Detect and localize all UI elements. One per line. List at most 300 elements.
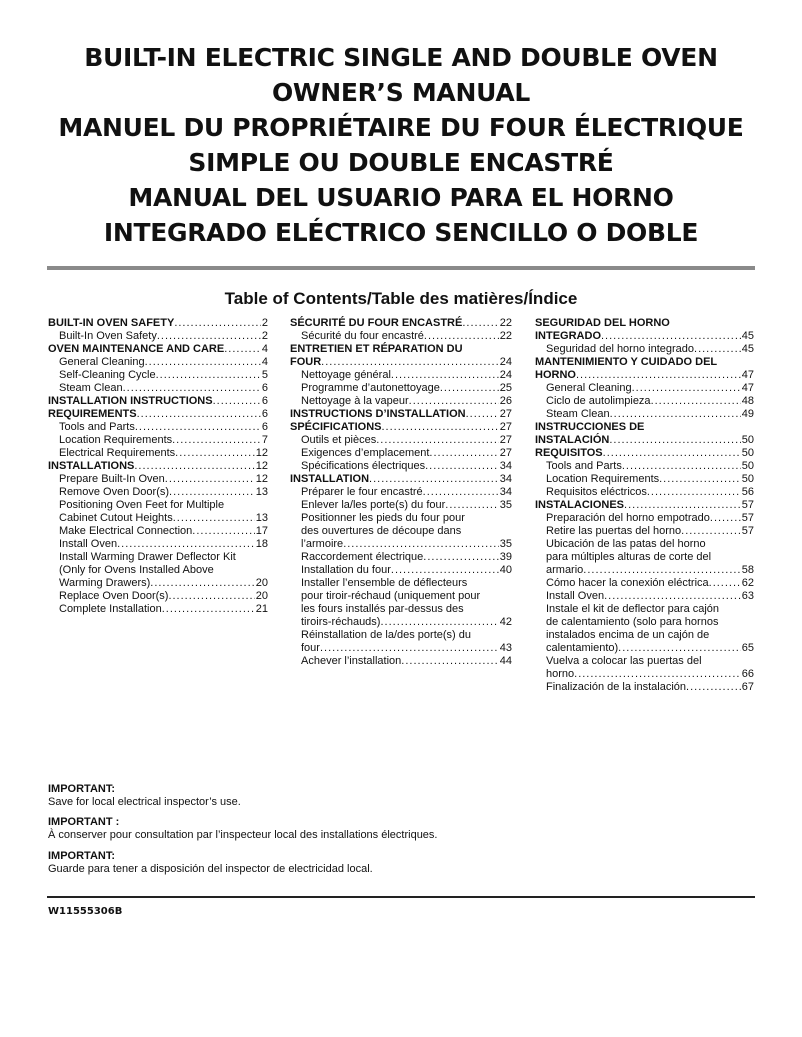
dot-leader [583, 564, 740, 577]
dot-leader [709, 577, 741, 590]
toc-entry-page: 66 [741, 668, 754, 680]
toc-entry [48, 538, 268, 551]
toc-entry [535, 681, 754, 694]
toc-entry-page: 6 [261, 382, 268, 394]
toc-entry [290, 460, 512, 473]
dot-leader [647, 486, 741, 499]
important-note-french [48, 816, 438, 842]
toc-entry-page: 43 [499, 642, 512, 654]
toc-entry [535, 330, 754, 343]
toc-entry-page: 22 [499, 330, 512, 342]
important-text: À conserver pour consultation par l’inspecteur local des installations électriques. [48, 829, 438, 841]
toc-entry-title: Location Requirements [546, 473, 660, 485]
toc-entry-title: BUILT-IN OVEN SAFETY [48, 317, 175, 329]
toc-entry [535, 564, 754, 577]
important-heading: IMPORTANT: [48, 850, 116, 862]
dot-leader [466, 408, 499, 421]
toc-entry-title: les fours installés par-dessus des [301, 603, 464, 615]
toc-entry-title: Cómo hacer la conexión eléctrica [546, 577, 709, 589]
toc-entry-page: 50 [741, 473, 754, 485]
dot-leader [423, 486, 499, 499]
toc-entry-page: 21 [255, 603, 268, 615]
toc-entry-title: (Only for Ovens Installed Above [59, 564, 214, 576]
toc-entry [48, 551, 268, 564]
toc-entry [535, 473, 754, 486]
toc-entry-title: Prepare Built-In Oven [59, 473, 165, 485]
toc-entry-title: pour tiroir-réchaud (uniquement pour [301, 590, 481, 602]
toc-entry [535, 655, 754, 668]
toc-entry-page: 22 [499, 317, 512, 329]
toc-entry-title: Steam Clean [59, 382, 123, 394]
toc-entry [535, 642, 754, 655]
toc-entry-page: 27 [499, 447, 512, 459]
toc-entry-page: 57 [741, 525, 754, 537]
dot-leader [603, 447, 741, 460]
toc-entry-page: 27 [499, 434, 512, 446]
toc-entry-title: Préparer le four encastré [301, 486, 423, 498]
toc-entry-page: 6 [261, 421, 268, 433]
dot-leader [320, 642, 499, 655]
toc-heading: Table of Contents/Table des matières/Índice [224, 289, 578, 308]
document-number: W11555306B [48, 906, 123, 917]
toc-entry-title: Complete Installation [59, 603, 162, 615]
dot-leader [659, 473, 741, 486]
toc-entry-page: 12 [255, 447, 268, 459]
dot-leader [574, 668, 741, 681]
toc-entry-title: INSTRUCTIONS D’INSTALLATION [290, 408, 466, 420]
toc-entry-title: Install Oven [546, 590, 605, 602]
dot-leader [610, 408, 741, 421]
toc-entry [535, 356, 754, 369]
toc-entry [535, 590, 754, 603]
dot-leader [137, 408, 261, 421]
toc-entry [535, 538, 754, 551]
toc-entry-title: Tools and Parts [546, 460, 622, 472]
toc-entry-page: 49 [741, 408, 754, 420]
toc-entry [48, 564, 268, 577]
toc-column-english [48, 317, 268, 616]
toc-entry [535, 382, 754, 395]
toc-entry [48, 525, 268, 538]
toc-entry [290, 473, 512, 486]
toc-entry-title: Location Requirements [59, 434, 173, 446]
toc-entry [48, 603, 268, 616]
toc-entry [535, 486, 754, 499]
dot-leader [224, 343, 261, 356]
toc-entry-page: 47 [741, 382, 754, 394]
toc-entry [535, 421, 754, 434]
toc-entry-page: 67 [741, 681, 754, 693]
toc-entry [290, 603, 512, 616]
toc-entry-title: Raccordement électrique [301, 551, 424, 563]
toc-entry-page: 40 [499, 564, 512, 576]
toc-entry-title: Install Warming Drawer Deflector Kit [59, 551, 236, 563]
toc-entry-title: Requisitos eléctricos [546, 486, 647, 498]
toc-entry-page: 35 [499, 538, 512, 550]
toc-entry-title: General Cleaning [546, 382, 632, 394]
toc-entry-title: Replace Oven Door(s) [59, 590, 169, 602]
dot-leader [145, 356, 261, 369]
toc-entry [290, 434, 512, 447]
toc-entry [535, 668, 754, 681]
title-line: MANUEL DU PROPRIÉTAIRE DU FOUR ÉLECTRIQUE [58, 113, 744, 142]
toc-entry-title: l’armoire [301, 538, 344, 550]
dot-leader [440, 382, 499, 395]
dot-leader [321, 356, 499, 369]
toc-entry-title: Seguridad del horno integrado [546, 343, 695, 355]
dot-leader [172, 434, 261, 447]
toc-entry [290, 525, 512, 538]
toc-entry [290, 564, 512, 577]
toc-entry-page: 12 [255, 473, 268, 485]
toc-entry-title: Remove Oven Door(s) [59, 486, 170, 498]
toc-entry-title: Vuelva a colocar las puertas del [546, 655, 702, 667]
toc-entry-title: Tools and Parts [59, 421, 135, 433]
toc-entry [535, 577, 754, 590]
toc-entry [290, 395, 512, 408]
toc-entry-page: 4 [261, 343, 268, 355]
toc-column-spanish [535, 317, 754, 694]
toc-entry-page: 27 [499, 421, 512, 433]
dot-leader [380, 616, 498, 629]
toc-entry-title: des ouvertures de découpe dans [301, 525, 462, 537]
dot-leader [424, 330, 499, 343]
dot-leader [165, 473, 255, 486]
toc-entry [290, 317, 512, 330]
toc-entry [290, 551, 512, 564]
toc-entry [48, 577, 268, 590]
toc-entry-page: 44 [499, 655, 512, 667]
toc-entry-page: 57 [741, 499, 754, 511]
important-text: Save for local electrical inspector’s use. [48, 796, 241, 808]
dot-leader [391, 369, 499, 382]
toc-entry-page: 20 [255, 577, 268, 589]
toc-entry-title: Achever l’installation [301, 655, 402, 667]
toc-entry [290, 590, 512, 603]
toc-entry [535, 525, 754, 538]
toc-entry-title: para múltiples alturas de corte del [546, 551, 712, 563]
toc-entry [290, 655, 512, 668]
toc-entry-title: Warming Drawers) [59, 577, 151, 589]
dot-leader [694, 343, 741, 356]
toc-entry-page: 13 [255, 486, 268, 498]
toc-entry [48, 486, 268, 499]
important-text: Guarde para tener a disposición del inspector de electricidad local. [48, 863, 373, 875]
toc-entry-title: Spécifications électriques [301, 460, 426, 472]
toc-entry-page: 25 [499, 382, 512, 394]
toc-entry-title: Electrical Requirements [59, 447, 176, 459]
toc-entry-page: 48 [741, 395, 754, 407]
toc-entry [48, 512, 268, 525]
toc-entry-page: 27 [499, 408, 512, 420]
toc-entry-title: Preparación del horno empotrado [546, 512, 710, 524]
toc-entry [48, 434, 268, 447]
important-note-english [48, 783, 241, 809]
dot-leader [429, 447, 498, 460]
toc-entry-title: Instale el kit de deflector para cajón [546, 603, 720, 615]
toc-entry [48, 460, 268, 473]
toc-entry [48, 499, 268, 512]
toc-entry [48, 395, 268, 408]
toc-entry-page: 50 [741, 447, 754, 459]
title-line: OWNER’S MANUAL [271, 78, 531, 107]
dot-leader [169, 486, 255, 499]
toc-entry-page: 2 [261, 330, 268, 342]
toc-entry [48, 343, 268, 356]
toc-entry [535, 616, 754, 629]
dot-leader [192, 525, 254, 538]
toc-entry-title: Installation du four [301, 564, 391, 576]
title-line: INTEGRADO ELÉCTRICO SENCILLO O DOBLE [103, 218, 699, 247]
toc-entry-title: Exigences d’emplacement [301, 447, 430, 459]
dot-leader [681, 525, 741, 538]
toc-entry-title: Enlever la/les porte(s) du four [301, 499, 446, 511]
toc-entry-page: 20 [255, 590, 268, 602]
toc-entry [535, 499, 754, 512]
toc-entry [290, 421, 512, 434]
toc-entry-page: 34 [499, 460, 512, 472]
toc-entry-page: 34 [499, 473, 512, 485]
toc-entry-page: 65 [741, 642, 754, 654]
toc-entry-title: four [301, 642, 320, 654]
toc-entry [535, 629, 754, 642]
toc-entry-page: 47 [741, 369, 754, 381]
toc-entry-title: FOUR [290, 356, 322, 368]
dot-leader [369, 473, 499, 486]
toc-entry-title: Self-Cleaning Cycle [59, 369, 156, 381]
toc-entry [48, 590, 268, 603]
toc-entry [290, 356, 512, 369]
dot-leader [213, 395, 261, 408]
dot-leader [156, 369, 261, 382]
toc-entry [290, 382, 512, 395]
toc-entry-page: 26 [499, 395, 512, 407]
toc-entry [290, 642, 512, 655]
dot-leader [343, 538, 499, 551]
toc-entry-title: General Cleaning [59, 356, 145, 368]
dot-leader [168, 590, 254, 603]
toc-entry [48, 356, 268, 369]
toc-entry-title: REQUIREMENTS [48, 408, 137, 420]
toc-entry-title: de calentamiento (solo para hornos [546, 616, 719, 628]
toc-entry [48, 421, 268, 434]
dot-leader [622, 460, 741, 473]
toc-entry-page: 4 [261, 356, 268, 368]
toc-entry-title: ENTRETIEN ET RÉPARATION DU [290, 343, 463, 355]
toc-entry-title: SEGURIDAD DEL HORNO [535, 317, 670, 329]
toc-entry [535, 603, 754, 616]
toc-entry [535, 395, 754, 408]
toc-entry-page: 56 [741, 486, 754, 498]
toc-entry-title: Installer l’ensemble de déflecteurs [301, 577, 468, 589]
toc-entry [535, 317, 754, 330]
dot-leader [376, 434, 499, 447]
toc-entry-title: INSTALLATION INSTRUCTIONS [48, 395, 213, 407]
toc-entry-title: Install Oven [59, 538, 118, 550]
toc-entry-title: Sécurité du four encastré [301, 330, 424, 342]
toc-entry [535, 512, 754, 525]
toc-entry-title: HORNO [535, 369, 576, 381]
important-note-spanish [48, 850, 373, 876]
title-line: MANUAL DEL USUARIO PARA EL HORNO [128, 183, 674, 212]
footer-divider [47, 896, 755, 898]
dot-leader [601, 330, 741, 343]
toc-entry [290, 408, 512, 421]
dot-leader [157, 330, 261, 343]
dot-leader [632, 382, 741, 395]
toc-entry [535, 408, 754, 421]
toc-entry-page: 6 [261, 408, 268, 420]
toc-entry-title: calentamiento) [546, 642, 619, 654]
toc-entry-title: Nettoyage à la vapeur [301, 395, 409, 407]
toc-entry-title: tiroirs-réchauds) [301, 616, 381, 628]
toc-entry [290, 330, 512, 343]
toc-entry-page: 35 [499, 499, 512, 511]
toc-entry [290, 369, 512, 382]
dot-leader [445, 499, 498, 512]
toc-entry-title: Outils et pièces [301, 434, 377, 446]
toc-entry [290, 538, 512, 551]
dot-leader [117, 538, 255, 551]
important-heading: IMPORTANT : [48, 816, 120, 828]
dot-leader [618, 642, 741, 655]
toc-entry-title: Réinstallation de la/des porte(s) du [301, 629, 471, 641]
dot-leader [134, 460, 254, 473]
toc-entry [535, 551, 754, 564]
dot-leader [135, 421, 261, 434]
toc-entry-page: 24 [499, 369, 512, 381]
toc-entry-page: 57 [741, 512, 754, 524]
toc-entry-title: armario [546, 564, 584, 576]
toc-entry-page: 2 [261, 317, 268, 329]
toc-entry [535, 434, 754, 447]
toc-entry-page: 58 [741, 564, 754, 576]
toc-entry [535, 460, 754, 473]
toc-entry [48, 382, 268, 395]
toc-entry-page: 50 [741, 434, 754, 446]
toc-column-french [290, 317, 512, 668]
dot-leader [391, 564, 499, 577]
toc-entry-title: INSTALLATION [290, 473, 370, 485]
toc-entry-title: Programme d’autonettoyage [301, 382, 440, 394]
dot-leader [609, 434, 740, 447]
title-divider [47, 266, 755, 270]
toc-entry [535, 369, 754, 382]
dot-leader [686, 681, 741, 694]
toc-entry-title: Finalización de la instalación [546, 681, 687, 693]
dot-leader [175, 447, 255, 460]
toc-entry [48, 447, 268, 460]
toc-entry-title: Retire las puertas del horno [546, 525, 682, 537]
toc-entry-page: 6 [261, 395, 268, 407]
dot-leader [162, 603, 255, 616]
toc-entry-title: Steam Clean [546, 408, 610, 420]
important-heading: IMPORTANT: [48, 783, 116, 795]
toc-entry-page: 18 [255, 538, 268, 550]
dot-leader [409, 395, 499, 408]
dot-leader [624, 499, 741, 512]
toc-entry [290, 486, 512, 499]
toc-entry [290, 629, 512, 642]
manual-title [0, 40, 802, 250]
toc-entry-title: SÉCURITÉ DU FOUR ENCASTRÉ [290, 317, 463, 329]
toc-entry-title: horno [546, 668, 575, 680]
toc-entry [535, 343, 754, 356]
toc-entry [290, 577, 512, 590]
toc-entry [48, 330, 268, 343]
dot-leader [576, 369, 741, 382]
toc-entry-page: 12 [255, 460, 268, 472]
toc-entry-title: Positioning Oven Feet for Multiple [59, 499, 225, 511]
toc-entry-page: 5 [261, 369, 268, 381]
toc-entry-page: 45 [741, 330, 754, 342]
toc-entry-page: 13 [255, 512, 268, 524]
toc-entry [290, 343, 512, 356]
toc-entry-title: Cabinet Cutout Heights [59, 512, 173, 524]
toc-entry [290, 616, 512, 629]
toc-entry-title: OVEN MAINTENANCE AND CARE [48, 343, 225, 355]
dot-leader [173, 512, 255, 525]
dot-leader [423, 551, 498, 564]
toc-entry-title: INTEGRADO [535, 330, 601, 342]
toc-entry [48, 317, 268, 330]
toc-entry [48, 408, 268, 421]
title-line: SIMPLE OU DOUBLE ENCASTRÉ [188, 148, 614, 177]
toc-entry-title: instalados encima de un cajón de [546, 629, 710, 641]
toc-entry-title: INSTALLATIONS [48, 460, 135, 472]
toc-entry [535, 447, 754, 460]
dot-leader [710, 512, 741, 525]
title-line: BUILT-IN ELECTRIC SINGLE AND DOUBLE OVEN [84, 43, 718, 72]
toc-entry [48, 473, 268, 486]
toc-entry-page: 34 [499, 486, 512, 498]
dot-leader [381, 421, 498, 434]
toc-entry-title: REQUISITOS [535, 447, 603, 459]
toc-entry [290, 512, 512, 525]
toc-entry-page: 42 [499, 616, 512, 628]
toc-entry-title: INSTALACIONES [535, 499, 625, 511]
toc-entry-page: 63 [741, 590, 754, 602]
toc-entry-title: Built-In Oven Safety [59, 330, 157, 342]
toc-entry-title: INSTRUCCIONES DE [535, 421, 645, 433]
toc-entry-page: 7 [261, 434, 268, 446]
dot-leader [174, 317, 261, 330]
toc-entry-title: Ubicación de las patas del horno [546, 538, 706, 550]
dot-leader [150, 577, 254, 590]
dot-leader [123, 382, 261, 395]
toc-entry-page: 45 [741, 343, 754, 355]
toc-entry-page: 39 [499, 551, 512, 563]
dot-leader [462, 317, 498, 330]
toc-entry-title: Make Electrical Connection [59, 525, 193, 537]
dot-leader [401, 655, 498, 668]
toc-entry-title: MANTENIMIENTO Y CUIDADO DEL [535, 356, 718, 368]
toc-entry-page: 17 [255, 525, 268, 537]
toc-entry [290, 499, 512, 512]
toc-entry [48, 369, 268, 382]
dot-leader [651, 395, 741, 408]
toc-entry-title: Positionner les pieds du four pour [301, 512, 465, 524]
toc-entry-title: Ciclo de autolimpieza [546, 395, 651, 407]
toc-entry-title: Nettoyage général [301, 369, 391, 381]
toc-entry-page: 24 [499, 356, 512, 368]
toc-entry-title: INSTALACIÓN [535, 434, 610, 446]
toc-entry [290, 447, 512, 460]
dot-leader [425, 460, 499, 473]
toc-entry-page: 50 [741, 460, 754, 472]
dot-leader [604, 590, 741, 603]
toc-entry-title: SPÉCIFICATIONS [290, 421, 382, 433]
